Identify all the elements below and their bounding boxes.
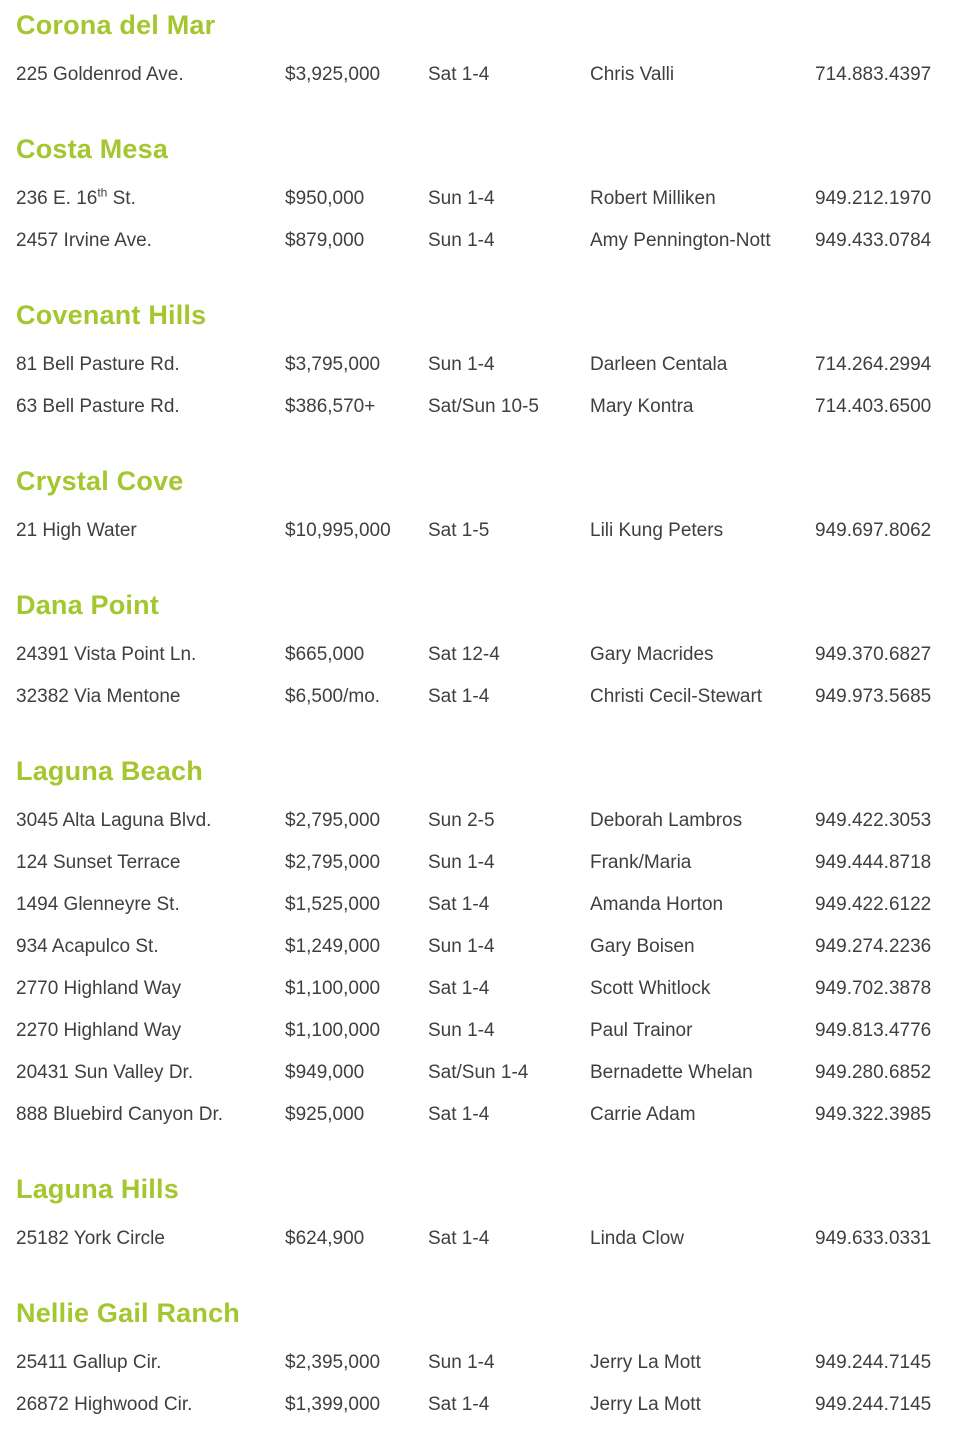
listing-agent: Amanda Horton xyxy=(590,894,724,915)
listing-time: Sat 1-4 xyxy=(428,1228,490,1249)
listing-row xyxy=(16,344,966,386)
listing-agent: Lili Kung Peters xyxy=(590,520,724,541)
section-heading: Nellie Gail Ranch xyxy=(16,1298,240,1328)
listing-agent: Deborah Lambros xyxy=(590,810,743,831)
listing-address-text: 934 Acapulco St. xyxy=(16,936,159,957)
listing-row xyxy=(16,386,966,428)
city-section xyxy=(16,1174,966,1260)
listing-time: Sun 1-4 xyxy=(428,230,495,251)
listing-address-text: 888 Bluebird Canyon Dr. xyxy=(16,1104,224,1125)
listing-price: $1,399,000 xyxy=(285,1394,381,1415)
listing-address xyxy=(16,936,285,958)
listing-row xyxy=(16,676,966,718)
listing-agent: Scott Whitlock xyxy=(590,978,711,999)
listing-time: Sat 1-4 xyxy=(428,894,490,915)
listing-time: Sun 1-4 xyxy=(428,188,495,209)
listing-phone: 949.633.0331 xyxy=(815,1228,932,1249)
listing-phone: 714.264.2994 xyxy=(815,354,932,375)
listing-address xyxy=(16,644,285,666)
listing-address xyxy=(16,185,285,210)
listing-time: Sun 2-5 xyxy=(428,810,495,831)
city-section xyxy=(16,590,966,718)
section-rows xyxy=(16,178,966,262)
city-section xyxy=(16,300,966,428)
listing-address xyxy=(16,354,285,376)
listing-address xyxy=(16,1062,285,1084)
section-rows xyxy=(16,1342,966,1426)
listing-phone: 949.274.2236 xyxy=(815,936,932,957)
section-heading: Crystal Cove xyxy=(16,466,184,496)
listing-address-text: 25182 York Circle xyxy=(16,1228,165,1249)
listing-time: Sat 1-4 xyxy=(428,1394,490,1415)
listing-price: $386,570+ xyxy=(285,396,376,417)
city-section xyxy=(16,756,966,1136)
listing-agent: Linda Clow xyxy=(590,1228,684,1249)
listing-address-sup: th xyxy=(97,185,108,200)
listing-price: $925,000 xyxy=(285,1104,365,1125)
listing-address-text: 21 High Water xyxy=(16,520,137,541)
section-rows xyxy=(16,54,966,96)
listing-agent: Bernadette Whelan xyxy=(590,1062,753,1083)
section-rows xyxy=(16,1218,966,1260)
listing-phone: 714.883.4397 xyxy=(815,64,932,85)
section-heading: Laguna Beach xyxy=(16,756,203,786)
listing-row xyxy=(16,634,966,676)
listing-time: Sun 1-4 xyxy=(428,936,495,957)
listing-time: Sat 1-4 xyxy=(428,1104,490,1125)
listing-phone: 949.813.4776 xyxy=(815,1020,932,1041)
listing-phone: 949.244.7145 xyxy=(815,1394,932,1415)
listing-address xyxy=(16,1020,285,1042)
listing-address xyxy=(16,396,285,418)
listing-phone: 949.280.6852 xyxy=(815,1062,932,1083)
listing-price: $3,925,000 xyxy=(285,64,381,85)
listing-agent: Carrie Adam xyxy=(590,1104,696,1125)
listing-agent: Frank/Maria xyxy=(590,852,692,873)
listing-row xyxy=(16,968,966,1010)
listing-row xyxy=(16,220,966,262)
listing-agent: Mary Kontra xyxy=(590,396,694,417)
listing-phone: 949.444.8718 xyxy=(815,852,932,873)
listing-phone: 949.322.3985 xyxy=(815,1104,932,1125)
listing-price: $10,995,000 xyxy=(285,520,391,541)
listing-row xyxy=(16,884,966,926)
listing-address-text: 2457 Irvine Ave. xyxy=(16,230,152,251)
listing-time: Sat 1-4 xyxy=(428,686,490,707)
listing-price: $949,000 xyxy=(285,1062,365,1083)
listing-agent: Gary Boisen xyxy=(590,936,695,957)
listing-address-text: 24391 Vista Point Ln. xyxy=(16,644,197,665)
listing-price: $3,795,000 xyxy=(285,354,381,375)
listing-time: Sat 12-4 xyxy=(428,644,500,665)
listing-address xyxy=(16,1352,285,1374)
listing-row xyxy=(16,1384,966,1426)
listing-agent: Darleen Centala xyxy=(590,354,728,375)
listing-phone: 949.370.6827 xyxy=(815,644,932,665)
listing-price: $2,795,000 xyxy=(285,852,381,873)
listing-row xyxy=(16,1342,966,1384)
listing-agent: Christi Cecil-Stewart xyxy=(590,686,763,707)
listing-phone: 949.702.3878 xyxy=(815,978,932,999)
listing-address-text: 1494 Glenneyre St. xyxy=(16,894,180,915)
listing-address-text: 124 Sunset Terrace xyxy=(16,852,181,873)
listing-agent: Robert Milliken xyxy=(590,188,716,209)
listing-price: $1,525,000 xyxy=(285,894,381,915)
listing-phone: 949.422.3053 xyxy=(815,810,932,831)
listing-price: $1,100,000 xyxy=(285,978,381,999)
listing-address-text: 63 Bell Pasture Rd. xyxy=(16,396,180,417)
listing-phone: 949.973.5685 xyxy=(815,686,932,707)
listing-address-text: 26872 Highwood Cir. xyxy=(16,1394,193,1415)
listing-price: $665,000 xyxy=(285,644,365,665)
section-heading: Corona del Mar xyxy=(16,10,216,40)
listing-agent: Amy Pennington-Nott xyxy=(590,230,771,251)
listing-time: Sat 1-4 xyxy=(428,978,490,999)
listing-time: Sat/Sun 10-5 xyxy=(428,396,539,417)
listing-row xyxy=(16,510,966,552)
listing-address xyxy=(16,230,285,252)
listing-time: Sun 1-4 xyxy=(428,354,495,375)
listing-price: $1,100,000 xyxy=(285,1020,381,1041)
listing-address xyxy=(16,1104,285,1126)
listing-price: $2,795,000 xyxy=(285,810,381,831)
listing-row xyxy=(16,842,966,884)
listing-time: Sat 1-5 xyxy=(428,520,490,541)
listing-price: $879,000 xyxy=(285,230,365,251)
listing-phone: 949.422.6122 xyxy=(815,894,932,915)
listing-address-text: 25411 Gallup Cir. xyxy=(16,1352,162,1373)
listing-price: $2,395,000 xyxy=(285,1352,381,1373)
listing-agent: Gary Macrides xyxy=(590,644,714,665)
listing-address-text: 32382 Via Mentone xyxy=(16,686,181,707)
listing-phone: 949.697.8062 xyxy=(815,520,932,541)
section-heading: Covenant Hills xyxy=(16,300,207,330)
listing-phone: 714.403.6500 xyxy=(815,396,932,417)
listing-time: Sun 1-4 xyxy=(428,1020,495,1041)
listing-address xyxy=(16,686,285,708)
section-rows xyxy=(16,800,966,1136)
listing-price: $624,900 xyxy=(285,1228,365,1249)
listing-address xyxy=(16,852,285,874)
section-rows xyxy=(16,634,966,718)
listing-row xyxy=(16,1094,966,1136)
city-section xyxy=(16,466,966,552)
listing-address-text: 3045 Alta Laguna Blvd. xyxy=(16,810,212,831)
listing-row xyxy=(16,178,966,220)
listing-phone: 949.244.7145 xyxy=(815,1352,932,1373)
city-section xyxy=(16,134,966,262)
section-heading: Costa Mesa xyxy=(16,134,169,164)
listing-agent: Jerry La Mott xyxy=(590,1394,701,1415)
listing-row xyxy=(16,926,966,968)
listing-address xyxy=(16,1228,285,1250)
listing-price: $6,500/mo. xyxy=(285,686,381,707)
listing-time: Sat 1-4 xyxy=(428,64,490,85)
listing-agent: Jerry La Mott xyxy=(590,1352,701,1373)
listing-phone: 949.433.0784 xyxy=(815,230,932,251)
listing-address-text: 225 Goldenrod Ave. xyxy=(16,64,184,85)
section-heading: Dana Point xyxy=(16,590,160,620)
city-section xyxy=(16,1298,966,1426)
listing-address xyxy=(16,520,285,542)
section-heading: Laguna Hills xyxy=(16,1174,179,1204)
listing-address-text: 2770 Highland Way xyxy=(16,978,182,999)
listing-time: Sat/Sun 1-4 xyxy=(428,1062,529,1083)
listing-phone: 949.212.1970 xyxy=(815,188,932,209)
listing-address xyxy=(16,810,285,832)
listing-address-text: 2270 Highland Way xyxy=(16,1020,182,1041)
listing-address-text: 236 E. 16 xyxy=(16,188,98,209)
listing-address-text: 20431 Sun Valley Dr. xyxy=(16,1062,194,1083)
listing-row xyxy=(16,1052,966,1094)
section-rows xyxy=(16,344,966,428)
listing-address xyxy=(16,894,285,916)
listing-address-text: 81 Bell Pasture Rd. xyxy=(16,354,180,375)
listing-row xyxy=(16,1218,966,1260)
listing-row xyxy=(16,1010,966,1052)
city-section xyxy=(16,10,966,96)
listing-address xyxy=(16,978,285,1000)
listing-time: Sun 1-4 xyxy=(428,852,495,873)
section-rows xyxy=(16,510,966,552)
listing-time: Sun 1-4 xyxy=(428,1352,495,1373)
listing-address-rest: St. xyxy=(107,188,136,209)
listing-price: $950,000 xyxy=(285,188,365,209)
listing-agent: Paul Trainor xyxy=(590,1020,693,1041)
listing-address xyxy=(16,64,285,86)
listing-row xyxy=(16,54,966,96)
listing-agent: Chris Valli xyxy=(590,64,675,85)
listing-price: $1,249,000 xyxy=(285,936,381,957)
listing-row xyxy=(16,800,966,842)
listing-address xyxy=(16,1394,285,1416)
